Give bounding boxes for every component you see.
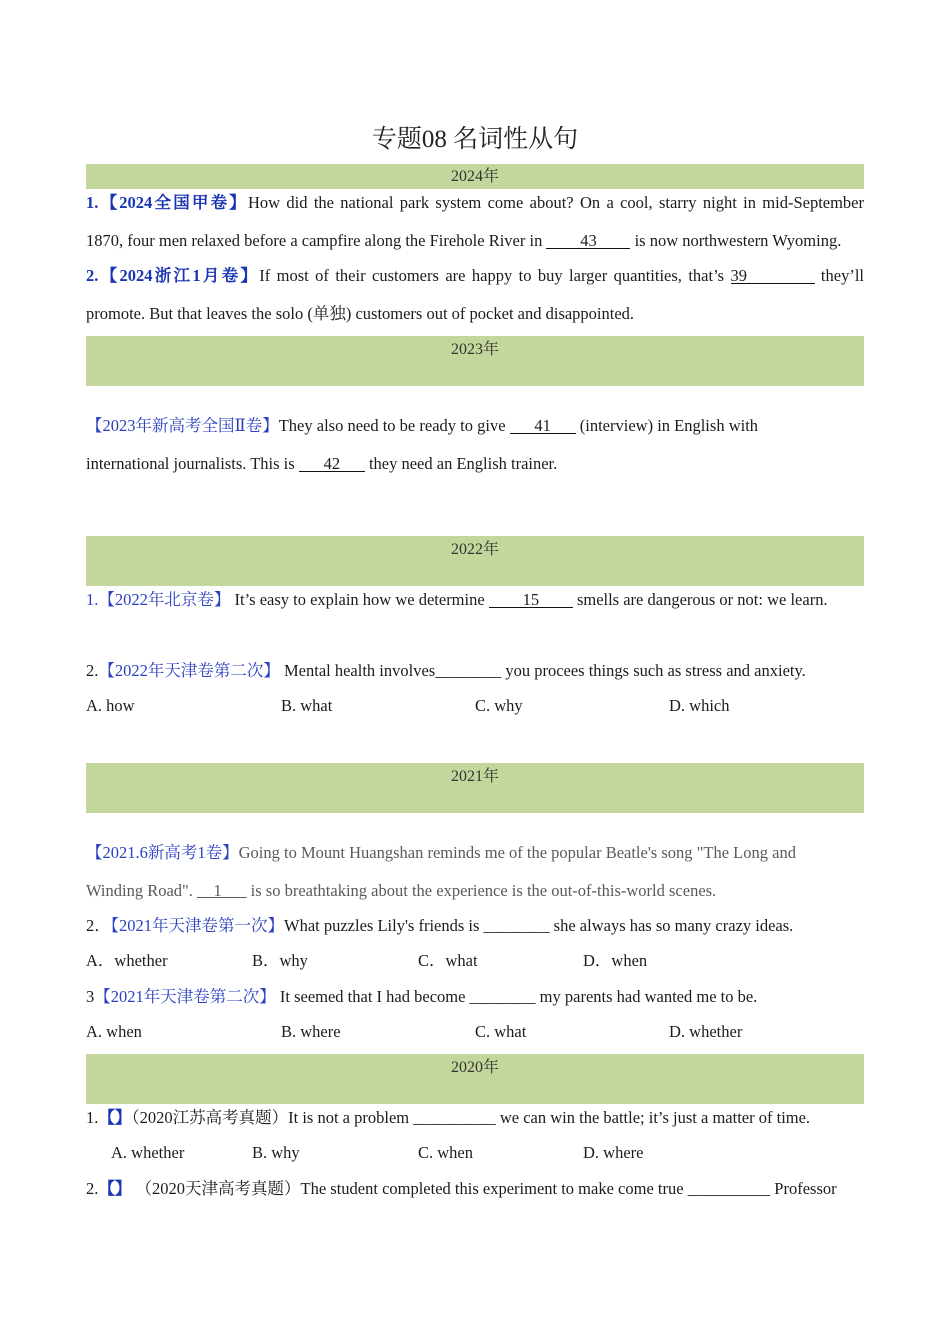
option-b: B．why [252,951,308,970]
question-text: They also need to be ready to give [278,416,510,435]
question-line [86,914,864,938]
question-source: 【】 [98,1108,132,1127]
question-number: 2． [86,916,111,935]
question-text: they need an English trainer. [364,454,558,473]
question-text: promote. But that leaves the solo (单独) customers out of pocket and disappointed. [86,304,635,323]
question-line [86,588,864,612]
option-c: C. what [475,1022,527,1041]
question-number: 2. [86,266,99,285]
question-text: international journalists. This is [86,454,299,473]
question-source: 【2024浙江1月卷】 [98,266,260,285]
option-a: A．whether [86,951,168,970]
option-a: A. when [86,1022,142,1041]
question-text: Winding Road". [86,881,198,900]
question-number: 1. [86,590,99,609]
option-b: B. why [252,1143,300,1162]
question-line [86,1177,864,1201]
question-line [86,985,864,1009]
option-d: D. which [669,696,730,715]
option-a: A. how [86,696,135,715]
question-line [86,1106,864,1130]
section-heading-2022: 2022年 [450,541,499,558]
option-d: D．when [583,951,648,970]
section-bar-2022 [86,536,864,586]
section-bar-2024 [86,164,864,189]
question-number: 2. [86,661,99,680]
option-d: D. whether [669,1022,743,1041]
question-source: 【2021年天津卷第二次】 [94,987,276,1006]
section-bar-2023 [86,336,864,386]
answer-blank: 41 [510,418,576,434]
question-line [86,264,864,288]
option-c: C．what [418,951,478,970]
answer-blank: 15 [489,592,573,608]
options-row [86,1141,864,1165]
section-bar-2021 [86,763,864,813]
question-source: 【2022年天津卷第二次】 [98,661,280,680]
section-heading-2024: 2024年 [450,168,499,185]
question-line [86,452,864,476]
option-b: B. what [281,696,333,715]
question-line [86,659,864,683]
question-text: Going to Mount Huangshan reminds me of the popular Beatle's song "The Long and [238,843,796,862]
answer-blank: 39 [731,268,815,284]
question-text: is so breathtaking about the experience is the out-of-this-world scenes. [246,881,717,900]
question-number: 2. [86,1179,99,1198]
question-line [86,879,864,903]
question-text: （2020天津高考真题）The student completed this experiment to make come true __________ Professor [131,1179,837,1198]
section-heading-2020: 2020年 [450,1059,499,1076]
question-number: 1. [86,1108,99,1127]
question-text: It’s easy to explain how we determine [230,590,489,609]
options-row [86,694,864,718]
question-text: is now northwestern Wyoming. [630,231,842,250]
question-line [86,302,864,326]
question-number: 1. [86,193,99,212]
question-line [86,229,864,253]
options-row [86,1020,864,1044]
question-source: 【2021.6新高考1卷】 [86,843,239,862]
question-text: It seemed that I had become ________ my parents had wanted me to be. [275,987,758,1006]
question-text: If most of their customers are happy to buy larger quantities, that’s [259,266,731,285]
question-line [86,191,864,215]
option-b: B. where [281,1022,341,1041]
question-source: 【2021年天津卷第一次】 [110,916,284,935]
question-text: they’ll [814,266,864,285]
options-row [86,949,864,973]
section-heading-2023: 2023年 [450,341,499,358]
question-text: smells are dangerous or not: we learn. [572,590,828,609]
answer-blank: __1___ [197,881,247,900]
question-text: Mental health involves________ you procees things such as stress and anxiety. [279,661,806,680]
question-number: 3 [86,987,95,1006]
answer-blank: 42 [299,456,365,472]
question-text: How did the national park system come about? On a cool, starry night in mid-September [248,193,864,212]
question-source: 【2024全国甲卷】 [98,193,248,212]
question-source: 【2022年北京卷】 [98,590,231,609]
option-d: D. where [583,1143,644,1162]
option-c: C. when [418,1143,473,1162]
question-text: （2020江苏高考真题）It is not a problem __________ we can win the battle; it’s just a matter of time. [131,1108,811,1127]
question-line [86,414,864,438]
question-source: 【】 [98,1179,132,1198]
question-source: 【2023年新高考全国Ⅱ卷】 [86,416,279,435]
page-title: 专题08 名词性从句 [371,126,579,153]
option-c: C. why [475,696,523,715]
question-line [86,841,864,865]
answer-blank: 43 [546,233,630,249]
question-text: (interview) in English with [575,416,759,435]
section-bar-2020 [86,1054,864,1104]
question-text: What puzzles Lily's friends is ________ she always has so many crazy ideas. [284,916,794,935]
question-text: 1870, four men relaxed before a campfire along the Firehole River in [86,231,547,250]
option-a: A. whether [111,1143,185,1162]
section-heading-2021: 2021年 [450,768,499,785]
